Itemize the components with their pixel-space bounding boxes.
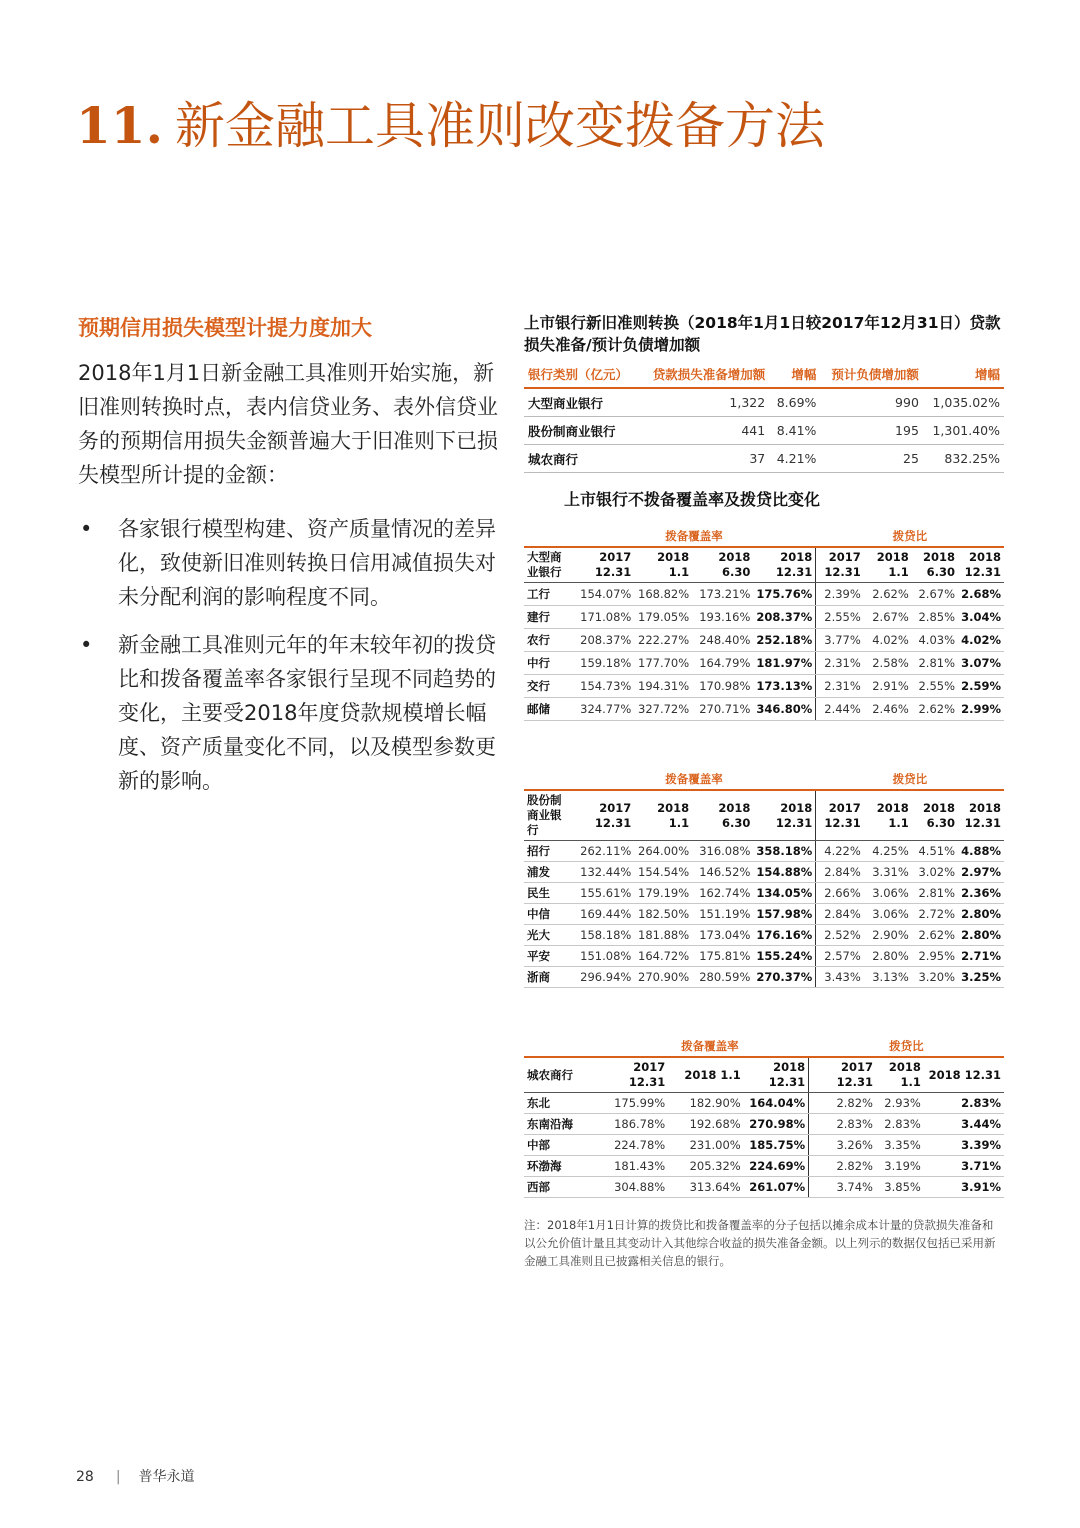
column-header: 2017 12.31 — [816, 547, 864, 583]
table-cell: 8.69% — [769, 388, 820, 417]
table-cell: 8.41% — [769, 417, 820, 445]
table-cell: 37 — [640, 445, 769, 473]
table-cell: 2.80% — [864, 946, 912, 967]
table-cell: 3.04% — [958, 606, 1004, 629]
table-cell: 3.39% — [924, 1135, 1004, 1156]
column-header: 2018 6.30 — [692, 790, 753, 841]
table-cell: 3.91% — [924, 1177, 1004, 1198]
table-cell: 2.80% — [958, 925, 1004, 946]
table-cell: 3.25% — [958, 967, 1004, 988]
column-header: 2018 1.1 — [668, 1057, 744, 1093]
table-cell: 2.55% — [816, 606, 864, 629]
table-row — [524, 445, 1004, 473]
table-cell: 270.71% — [692, 698, 753, 721]
column-header: 2017 12.31 — [572, 790, 634, 841]
table-cell: 177.70% — [634, 652, 692, 675]
table-cell: 股份制商业银行 — [524, 417, 640, 445]
table-cell: 大型商业银行 — [524, 388, 640, 417]
table-cell: 1,301.40% — [923, 417, 1004, 445]
table-cell: 164.04% — [744, 1093, 809, 1114]
column-header: 2018 1.1 — [864, 547, 912, 583]
column-header: 2018 12.31 — [924, 1057, 1004, 1093]
table-cell: 1,322 — [640, 388, 769, 417]
table-cell: 2.83% — [809, 1114, 876, 1135]
conversion-table — [524, 362, 1004, 473]
table-cell: 3.71% — [924, 1156, 1004, 1177]
table-cell: 2.81% — [912, 652, 958, 675]
table-header-cell: 增幅 — [923, 362, 1004, 388]
table-cell: 134.05% — [753, 883, 815, 904]
table-cell: 193.16% — [692, 606, 753, 629]
table-cell: 296.94% — [572, 967, 634, 988]
row-label: 交行 — [524, 675, 572, 698]
table-cell: 4.25% — [864, 841, 912, 862]
group-spacer — [524, 769, 572, 790]
table-cell: 3.07% — [958, 652, 1004, 675]
table-cell: 城农商行 — [524, 445, 640, 473]
table-cell: 192.68% — [668, 1114, 744, 1135]
table-cell: 3.44% — [924, 1114, 1004, 1135]
group-header-row — [524, 1036, 1004, 1057]
table-cell: 2.72% — [912, 904, 958, 925]
table-cell: 159.18% — [572, 652, 634, 675]
table-row — [524, 946, 1004, 967]
column-header: 2018 1.1 — [634, 790, 692, 841]
row-label: 西部 — [524, 1177, 611, 1198]
section-title: 新金融工具准则改变拨备方法 — [175, 97, 825, 155]
table-cell: 224.78% — [611, 1135, 668, 1156]
column-header: 2018 12.31 — [753, 547, 815, 583]
table-cell: 3.77% — [816, 629, 864, 652]
large-bank-table — [524, 526, 1004, 721]
table-cell: 4.02% — [864, 629, 912, 652]
column-header: 2018 1.1 — [876, 1057, 924, 1093]
table-cell: 990 — [820, 388, 922, 417]
table1-title: 上市银行新旧准则转换（2018年1月1日较2017年12月31日）贷款损失准备/预计负债增加额 — [524, 314, 1001, 354]
footer-divider: | — [115, 1469, 121, 1485]
table-cell: 186.78% — [611, 1114, 668, 1135]
table-cell: 173.13% — [753, 675, 815, 698]
table-cell: 346.80% — [753, 698, 815, 721]
table-row — [524, 675, 1004, 698]
table-cell: 4.88% — [958, 841, 1004, 862]
table-cell: 270.37% — [753, 967, 815, 988]
table-cell: 2.57% — [816, 946, 864, 967]
table-cell: 181.88% — [634, 925, 692, 946]
table-cell: 195 — [820, 417, 922, 445]
table-row — [524, 1135, 1004, 1156]
column-header: 2018 1.1 — [634, 547, 692, 583]
table-row — [524, 698, 1004, 721]
column-header: 2018 12.31 — [744, 1057, 809, 1093]
table-cell: 175.99% — [611, 1093, 668, 1114]
table-cell: 154.07% — [572, 583, 634, 606]
row-label: 民生 — [524, 883, 572, 904]
table-cell: 2.67% — [912, 583, 958, 606]
row-label: 光大 — [524, 925, 572, 946]
table-cell: 146.52% — [692, 862, 753, 883]
table-cell: 2.31% — [816, 675, 864, 698]
column-header: 2018 12.31 — [753, 790, 815, 841]
table-cell: 313.64% — [668, 1177, 744, 1198]
table-cell: 270.98% — [744, 1114, 809, 1135]
table-row — [524, 606, 1004, 629]
table-cell: 2.81% — [912, 883, 958, 904]
table-cell: 2.44% — [816, 698, 864, 721]
table-cell: 327.72% — [634, 698, 692, 721]
table-cell: 4.02% — [958, 629, 1004, 652]
row-label: 东南沿海 — [524, 1114, 611, 1135]
table-cell: 155.24% — [753, 946, 815, 967]
table-cell: 252.18% — [753, 629, 815, 652]
table-cell: 304.88% — [611, 1177, 668, 1198]
table-cell: 2.62% — [912, 698, 958, 721]
table-row — [524, 629, 1004, 652]
group-spacer — [524, 1036, 611, 1057]
table-cell: 324.77% — [572, 698, 634, 721]
table-row — [524, 1156, 1004, 1177]
row-label: 环渤海 — [524, 1156, 611, 1177]
table-cell: 155.61% — [572, 883, 634, 904]
table-cell: 248.40% — [692, 629, 753, 652]
table-cell: 2.95% — [912, 946, 958, 967]
table-cell: 3.02% — [912, 862, 958, 883]
table-row — [524, 1114, 1004, 1135]
row-label: 建行 — [524, 606, 572, 629]
column-header: 2017 12.31 — [809, 1057, 876, 1093]
group-label-loan-ratio: 拨贷比 — [892, 529, 928, 543]
group-spacer — [524, 526, 572, 547]
table-cell: 2.85% — [912, 606, 958, 629]
city-rural-bank-table — [524, 1036, 1004, 1198]
column-header-row — [524, 1057, 1004, 1093]
bullet-icon: • — [80, 517, 93, 541]
table-cell: 25 — [820, 445, 922, 473]
corner-label: 城农商行 — [524, 1057, 611, 1093]
group-label-loan-ratio: 拨贷比 — [889, 1039, 924, 1053]
row-label: 工行 — [524, 583, 572, 606]
row-label: 东北 — [524, 1093, 611, 1114]
table-cell: 3.13% — [864, 967, 912, 988]
table-row — [524, 841, 1004, 862]
column-header: 2018 6.30 — [912, 790, 958, 841]
column-header: 2018 12.31 — [958, 547, 1004, 583]
bullet-item — [78, 512, 498, 614]
column-header: 2018 12.31 — [958, 790, 1004, 841]
footnote: 注：2018年1月1日计算的拨贷比和拨备覆盖率的分子包括以摊余成本计量的贷款损失准备和以公允价值计量且其变动计入其他综合收益的损失准备金额。以上列示的数据仅包括已采用新金融工具准则且已披露相关信息的银行。 — [524, 1218, 996, 1268]
table-cell: 3.19% — [876, 1156, 924, 1177]
row-label: 浦发 — [524, 862, 572, 883]
bullet-icon: • — [80, 633, 93, 657]
group-header-row — [524, 526, 1004, 547]
table-cell: 441 — [640, 417, 769, 445]
table-cell: 3.43% — [816, 967, 864, 988]
table-cell: 4.21% — [769, 445, 820, 473]
bullet-item — [78, 628, 498, 798]
table-cell: 164.79% — [692, 652, 753, 675]
table-cell: 2.99% — [958, 698, 1004, 721]
table-cell: 157.98% — [753, 904, 815, 925]
table-row — [524, 388, 1004, 417]
table-cell: 151.08% — [572, 946, 634, 967]
table-header-cell: 增幅 — [769, 362, 820, 388]
table-cell: 2.36% — [958, 883, 1004, 904]
table-cell: 2.83% — [876, 1114, 924, 1135]
table-cell: 3.06% — [864, 883, 912, 904]
table-cell: 280.59% — [692, 967, 753, 988]
column-header-row — [524, 790, 1004, 841]
table-cell: 270.90% — [634, 967, 692, 988]
table-cell: 3.74% — [809, 1177, 876, 1198]
table-cell: 154.73% — [572, 675, 634, 698]
table-header-cell: 贷款损失准备增加额 — [640, 362, 769, 388]
joint-stock-bank-table — [524, 769, 1004, 988]
column-header: 2018 6.30 — [692, 547, 753, 583]
table-row — [524, 925, 1004, 946]
table-cell: 222.27% — [634, 629, 692, 652]
table-cell: 2.55% — [912, 675, 958, 698]
table-cell: 175.76% — [753, 583, 815, 606]
group-label-coverage: 拨备覆盖率 — [665, 529, 723, 543]
table-cell: 158.18% — [572, 925, 634, 946]
column-header: 2018 1.1 — [864, 790, 912, 841]
table-cell: 2.68% — [958, 583, 1004, 606]
column-header: 2017 12.31 — [816, 790, 864, 841]
table-cell: 181.43% — [611, 1156, 668, 1177]
table-cell: 164.72% — [634, 946, 692, 967]
table-cell: 2.91% — [864, 675, 912, 698]
page-title — [76, 86, 825, 158]
table-cell: 2.66% — [816, 883, 864, 904]
table-cell: 182.50% — [634, 904, 692, 925]
table-cell: 358.18% — [753, 841, 815, 862]
table-cell: 3.26% — [809, 1135, 876, 1156]
bullet-text: 新金融工具准则元年的年末较年初的拨贷比和拨备覆盖率各家银行呈现不同趋势的变化，主要受2018年度贷款规模增长幅度、资产质量变化不同，以及模型参数更新的影响。 — [118, 633, 496, 793]
table-cell: 176.16% — [753, 925, 815, 946]
table-cell: 154.54% — [634, 862, 692, 883]
table-cell: 2.39% — [816, 583, 864, 606]
table-cell: 205.32% — [668, 1156, 744, 1177]
table-cell: 2.82% — [809, 1093, 876, 1114]
table-cell: 832.25% — [923, 445, 1004, 473]
intro-paragraph: 2018年1月1日新金融工具准则开始实施，新旧准则转换时点，表内信贷业务、表外信贷业务的预期信用损失金额普遍大于旧准则下已损失模型所计提的金额： — [78, 361, 498, 487]
table-cell: 171.08% — [572, 606, 634, 629]
table2-title: 上市银行不拨备覆盖率及拨贷比变化 — [564, 490, 821, 509]
group-label-coverage: 拨备覆盖率 — [665, 772, 723, 786]
table-row — [524, 583, 1004, 606]
table-cell: 2.62% — [864, 583, 912, 606]
left-column — [78, 312, 498, 812]
table-cell: 3.06% — [864, 904, 912, 925]
corner-label: 股份制商业银行 — [524, 790, 572, 841]
row-label: 浙商 — [524, 967, 572, 988]
table-cell: 2.52% — [816, 925, 864, 946]
footer-brand: 普华永道 — [138, 1469, 195, 1485]
table-cell: 1,035.02% — [923, 388, 1004, 417]
table-cell: 2.62% — [912, 925, 958, 946]
table-row — [524, 904, 1004, 925]
table-row — [524, 862, 1004, 883]
table-header-cell: 预计负债增加额 — [820, 362, 922, 388]
table-cell: 2.80% — [958, 904, 1004, 925]
table-cell: 261.07% — [744, 1177, 809, 1198]
table-cell: 4.51% — [912, 841, 958, 862]
row-label: 平安 — [524, 946, 572, 967]
table-cell: 231.00% — [668, 1135, 744, 1156]
table-cell: 173.04% — [692, 925, 753, 946]
table-cell: 2.83% — [924, 1093, 1004, 1114]
table-cell: 170.98% — [692, 675, 753, 698]
table-cell: 182.90% — [668, 1093, 744, 1114]
table-row — [524, 883, 1004, 904]
table-cell: 262.11% — [572, 841, 634, 862]
table-row — [524, 1093, 1004, 1114]
table-row — [524, 1177, 1004, 1198]
row-label: 农行 — [524, 629, 572, 652]
table-cell: 169.44% — [572, 904, 634, 925]
table-cell: 3.85% — [876, 1177, 924, 1198]
table-cell: 2.46% — [864, 698, 912, 721]
column-header: 2017 12.31 — [611, 1057, 668, 1093]
table-cell: 2.93% — [876, 1093, 924, 1114]
row-label: 中行 — [524, 652, 572, 675]
table-cell: 179.19% — [634, 883, 692, 904]
table-cell: 3.35% — [876, 1135, 924, 1156]
column-header: 2018 6.30 — [912, 547, 958, 583]
table-cell: 208.37% — [572, 629, 634, 652]
table-cell: 2.67% — [864, 606, 912, 629]
column-header: 2017 12.31 — [572, 547, 634, 583]
table-cell: 2.59% — [958, 675, 1004, 698]
table-cell: 264.00% — [634, 841, 692, 862]
column-header-row — [524, 547, 1004, 583]
table-cell: 181.97% — [753, 652, 815, 675]
table-cell: 4.22% — [816, 841, 864, 862]
table-cell: 2.31% — [816, 652, 864, 675]
page-number: 28 — [76, 1469, 94, 1485]
subheading: 预期信用损失模型计提力度加大 — [78, 316, 372, 340]
table-row — [524, 417, 1004, 445]
group-label-loan-ratio: 拨贷比 — [892, 772, 928, 786]
table-cell: 3.20% — [912, 967, 958, 988]
table-cell: 175.81% — [692, 946, 753, 967]
table-header-cell: 银行类别（亿元） — [524, 362, 640, 388]
table-row — [524, 967, 1004, 988]
table-cell: 151.19% — [692, 904, 753, 925]
table-cell: 4.03% — [912, 629, 958, 652]
table-cell: 2.82% — [809, 1156, 876, 1177]
table-cell: 316.08% — [692, 841, 753, 862]
table-cell: 194.31% — [634, 675, 692, 698]
table-cell: 208.37% — [753, 606, 815, 629]
table-cell: 2.97% — [958, 862, 1004, 883]
row-label: 中信 — [524, 904, 572, 925]
table-cell: 154.88% — [753, 862, 815, 883]
section-number: 11. — [76, 96, 163, 155]
table-cell: 2.84% — [816, 904, 864, 925]
bullet-text: 各家银行模型构建、资产质量情况的差异化，致使新旧准则转换日信用减值损失对未分配利润的影响程度不同。 — [118, 517, 496, 609]
table-cell: 168.82% — [634, 583, 692, 606]
row-label: 邮储 — [524, 698, 572, 721]
table-cell: 2.84% — [816, 862, 864, 883]
table-cell: 2.71% — [958, 946, 1004, 967]
table-cell: 2.58% — [864, 652, 912, 675]
table-cell: 162.74% — [692, 883, 753, 904]
page-footer — [76, 1466, 195, 1486]
right-column — [524, 312, 1004, 1270]
table-cell: 224.69% — [744, 1156, 809, 1177]
table-cell: 3.31% — [864, 862, 912, 883]
corner-label: 大型商业银行 — [524, 547, 572, 583]
row-label: 中部 — [524, 1135, 611, 1156]
row-label: 招行 — [524, 841, 572, 862]
group-header-row — [524, 769, 1004, 790]
table-row — [524, 652, 1004, 675]
group-label-coverage: 拨备覆盖率 — [681, 1039, 739, 1053]
table-cell: 132.44% — [572, 862, 634, 883]
table-cell: 173.21% — [692, 583, 753, 606]
bullet-list — [78, 512, 498, 798]
table-cell: 179.05% — [634, 606, 692, 629]
table-cell: 2.90% — [864, 925, 912, 946]
table-cell: 185.75% — [744, 1135, 809, 1156]
